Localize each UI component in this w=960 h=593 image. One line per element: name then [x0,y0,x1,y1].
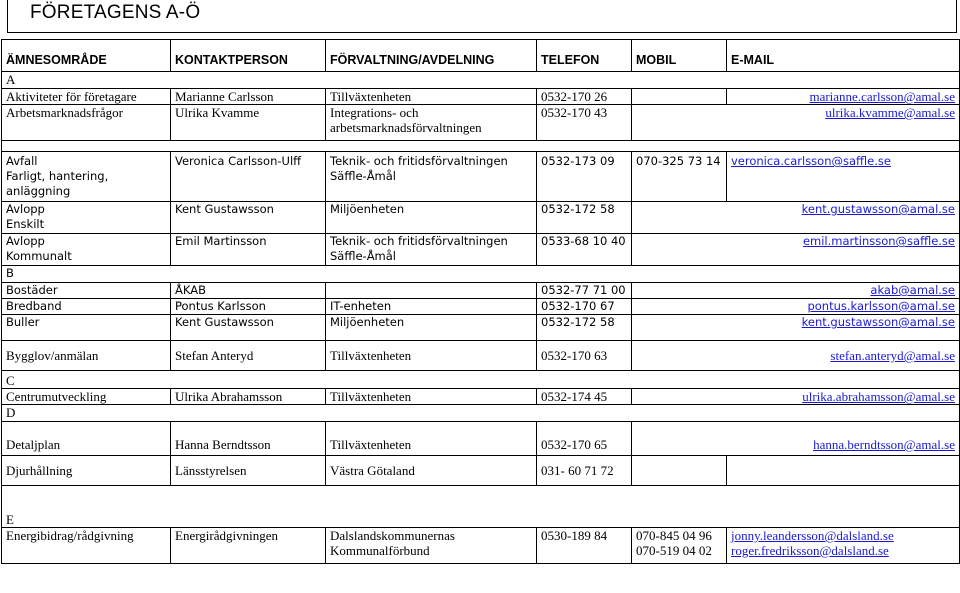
cell-phone: 0532-170 43 [537,105,632,141]
cell-area: Djurhållning [2,456,171,486]
cell-area: Energibidrag/rådgivning [2,528,171,564]
cell-phone: 0532-77 71 00 [537,283,632,299]
cell-area: Arbetsmarknadsfrågor [2,105,171,141]
cell-dept: Tillväxtenheten [326,89,537,105]
cell-email [632,389,960,405]
dept-line: Dalslandskommunernas [330,528,455,543]
cell-dept [326,528,537,564]
cell-dept: IT-enheten [326,299,537,315]
cell-dept: Miljöenheten [326,202,537,234]
cell-email [632,341,960,371]
cell-mobile [632,456,727,486]
cell-email [727,89,960,105]
email-link[interactable]: ulrika.abrahamsson@amal.se [802,389,955,404]
table-row [2,299,960,315]
email-link[interactable]: pontus.karlsson@amal.se [807,299,955,313]
cell-area: Bostäder [2,283,171,299]
header-dept: FÖRVALTNING/AVDELNING [326,40,537,72]
email-link[interactable]: emil.martinsson@saffle.se [802,234,955,248]
mobile-line: 070-519 04 02 [636,543,712,558]
email-link[interactable]: hanna.berndtsson@amal.se [813,437,955,452]
cell-email [727,456,960,486]
cell-phone: 0532-172 58 [537,315,632,341]
table-row [2,456,960,486]
cell-contact: Kent Gustawsson [171,315,326,341]
table-row [2,89,960,105]
area-line: Enskilt [6,217,45,231]
header-mobile: MOBIL [632,40,727,72]
dept-line: Säffle-Åmål [330,249,397,263]
email-link[interactable]: ulrika.kvamme@amal.se [825,105,955,120]
table-row [2,315,960,341]
cell-area [2,152,171,202]
cell-area [2,234,171,266]
table-row [2,105,960,141]
section-row [2,405,960,422]
cell-contact: Marianne Carlsson [171,89,326,105]
email-link[interactable]: veronica.carlsson@saffle.se [731,154,891,168]
dept-line: Kommunalförbund [330,543,430,558]
section-row [2,266,960,283]
cell-phone: 0532-170 65 [537,422,632,456]
cell-contact: Emil Martinsson [171,234,326,266]
area-line: anläggning [6,184,71,198]
cell-email [632,234,960,266]
section-row [2,72,960,89]
cell-contact: Veronica Carlsson-Ulff [171,152,326,202]
cell-dept: Västra Götaland [326,456,537,486]
page-title: FÖRETAGENS A-Ö [30,2,201,23]
cell-dept [326,152,537,202]
table-row [2,422,960,456]
section-letter-e: E [2,486,960,528]
header-area: ÄMNESOMRÅDE [2,40,171,72]
cell-phone: 0532-173 09 [537,152,632,202]
cell-contact: Pontus Karlsson [171,299,326,315]
header-contact: KONTAKTPERSON [171,40,326,72]
cell-email [632,422,960,456]
contact-directory-table [1,39,960,564]
cell-area: Bygglov/anmälan [2,341,171,371]
cell-contact: Ulrika Kvamme [171,105,326,141]
cell-contact: Länsstyrelsen [171,456,326,486]
cell-area: Bredband [2,299,171,315]
cell-dept [326,234,537,266]
table-row [2,234,960,266]
cell-area: Buller [2,315,171,341]
cell-contact: Hanna Berndtsson [171,422,326,456]
dept-line: Integrations- och [330,105,419,120]
area-line: Avlopp [6,234,45,248]
cell-phone: 031- 60 71 72 [537,456,632,486]
title-box [7,0,957,33]
cell-dept: Tillväxtenheten [326,389,537,405]
table-row [2,341,960,371]
cell-contact: Energirådgivningen [171,528,326,564]
email-link[interactable]: kent.gustawsson@amal.se [801,315,955,329]
table-row [2,528,960,564]
section-row [2,486,960,528]
cell-phone: 0532-174 45 [537,389,632,405]
cell-contact: ÅKAB [171,283,326,299]
cell-phone: 0532-170 63 [537,341,632,371]
cell-mobile [632,89,727,105]
dept-line: Teknik- och fritidsförvaltningen [330,154,508,168]
section-letter-a: A [2,72,960,89]
cell-contact: Kent Gustawsson [171,202,326,234]
cell-dept: Tillväxtenheten [326,341,537,371]
area-line: Kommunalt [6,249,72,263]
cell-contact: Ulrika Abrahamsson [171,389,326,405]
cell-email [632,202,960,234]
cell-dept [326,105,537,141]
cell-phone: 0530-189 84 [537,528,632,564]
email-link[interactable]: akab@amal.se [870,283,955,297]
cell-area: Centrumutveckling [2,389,171,405]
table-row [2,283,960,299]
cell-phone: 0532-170 67 [537,299,632,315]
dept-line: arbetsmarknadsförvaltningen [330,120,482,135]
email-link[interactable]: roger.fredriksson@dalsland.se [731,543,889,558]
header-email: E-MAIL [727,40,960,72]
table-row [2,152,960,202]
email-link[interactable]: marianne.carlsson@amal.se [809,89,955,104]
cell-mobile: 070-325 73 14 [632,152,727,202]
table-row [2,389,960,405]
table-row [2,202,960,234]
cell-area [2,202,171,234]
cell-email [727,528,960,564]
email-link[interactable]: stefan.anteryd@amal.se [830,348,955,363]
dept-line: Säffle-Åmål [330,169,397,183]
dept-line: Teknik- och fritidsförvaltningen [330,234,508,248]
section-letter-c: C [2,371,960,389]
cell-dept: Miljöenheten [326,315,537,341]
cell-area: Detaljplan [2,422,171,456]
cell-email [727,152,960,202]
cell-phone: 0532-172 58 [537,202,632,234]
email-link[interactable]: jonny.leandersson@dalsland.se [731,528,894,543]
cell-email [632,315,960,341]
cell-dept [326,283,537,299]
cell-area: Aktiviteter för företagare [2,89,171,105]
section-letter-d: D [2,405,960,422]
cell-contact: Stefan Anteryd [171,341,326,371]
section-letter-b: B [2,266,960,283]
area-line: Avfall [6,154,38,168]
cell-phone: 0532-170 26 [537,89,632,105]
cell-mobile [632,528,727,564]
header-row [2,40,960,72]
header-phone: TELEFON [537,40,632,72]
area-line: Farligt, hantering, [6,169,109,183]
cell-email [632,299,960,315]
spacer-row [2,141,960,152]
email-link[interactable]: kent.gustawsson@amal.se [801,202,955,216]
spacer-cell [2,141,960,152]
mobile-line: 070-845 04 96 [636,528,712,543]
area-line: Avlopp [6,202,45,216]
cell-email [632,105,960,141]
cell-phone: 0533-68 10 40 [537,234,632,266]
cell-email [632,283,960,299]
cell-dept: Tillväxtenheten [326,422,537,456]
section-row [2,371,960,389]
